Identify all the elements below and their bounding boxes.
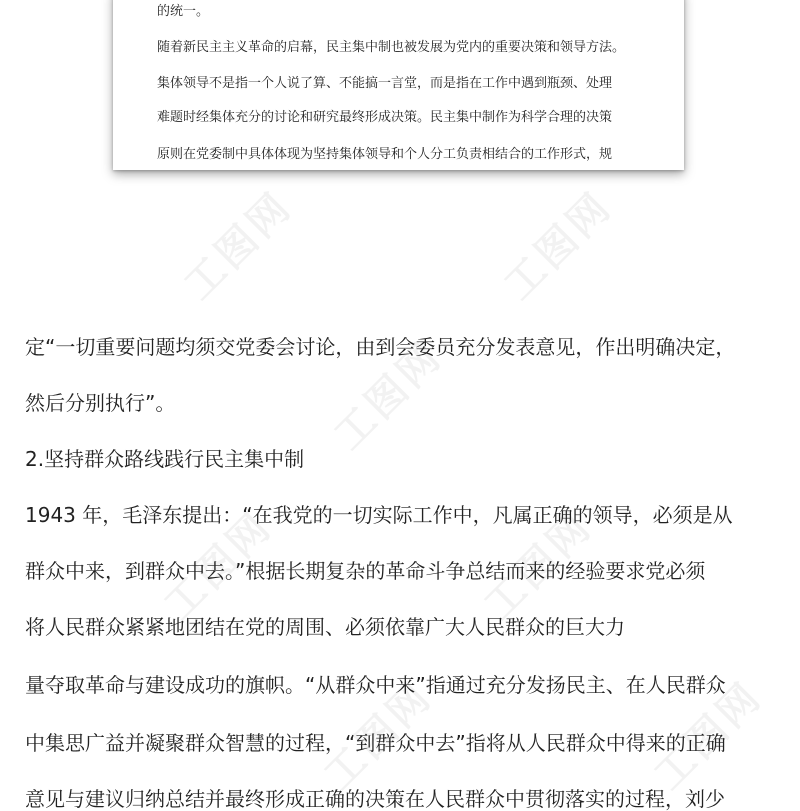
card-text-line: 随着新民主主义革命的启幕，民主集中制也被发展为党内的重要决策和领导方法。: [157, 40, 626, 55]
body-text-line: 1943 年，毛泽东提出：“在我党的一切实际工作中，凡属正确的领导，必须是从: [25, 503, 733, 527]
watermark: 工图网: [325, 333, 452, 459]
watermark: 工图网: [175, 183, 302, 309]
watermark: 工图网: [495, 183, 622, 309]
document-preview-card: [113, 0, 684, 170]
section-heading: 2.坚持群众路线践行民主集中制: [25, 447, 305, 471]
card-text-line: 的统一。: [157, 4, 210, 19]
body-text-line: 量夺取革命与建设成功的旗帜。“从群众中来”指通过充分发扬民主、在人民群众: [25, 673, 726, 697]
watermark: 工图网: [645, 673, 772, 799]
body-text-line: 定“一切重要问题均须交党委会讨论，由到会委员充分发表意见，作出明确决定，: [25, 335, 736, 359]
body-text-line: 群众中来，到群众中去。”根据长期复杂的革命斗争总结而来的经验要求党必须: [25, 559, 706, 583]
body-text-line: 将人民群众紧紧地团结在党的周围、必须依靠广大人民群众的巨大力: [25, 615, 625, 639]
body-text-line: 然后分别执行”。: [25, 391, 176, 415]
watermark: 工图网: [315, 673, 442, 799]
card-text-line: 集体领导不是指一个人说了算、不能搞一言堂，而是指在工作中遇到瓶颈、处理: [157, 76, 613, 91]
body-text-line: 中集思广益并凝聚群众智慧的过程，“到群众中去”指将从人民群众中得来的正确: [25, 731, 726, 755]
watermark: 工图网: [155, 503, 282, 629]
card-text-line: 原则在党委制中具体体现为坚持集体领导和个人分工负责相结合的工作形式，规: [157, 147, 613, 162]
card-text-line: 难题时经集体充分的讨论和研究最终形成决策。民主集中制作为科学合理的决策: [157, 110, 613, 125]
body-text-line: 意见与建议归纳总结并最终形成正确的决策在人民群众中贯彻落实的过程，刘少: [25, 787, 725, 811]
watermark: 工图网: [475, 503, 602, 629]
